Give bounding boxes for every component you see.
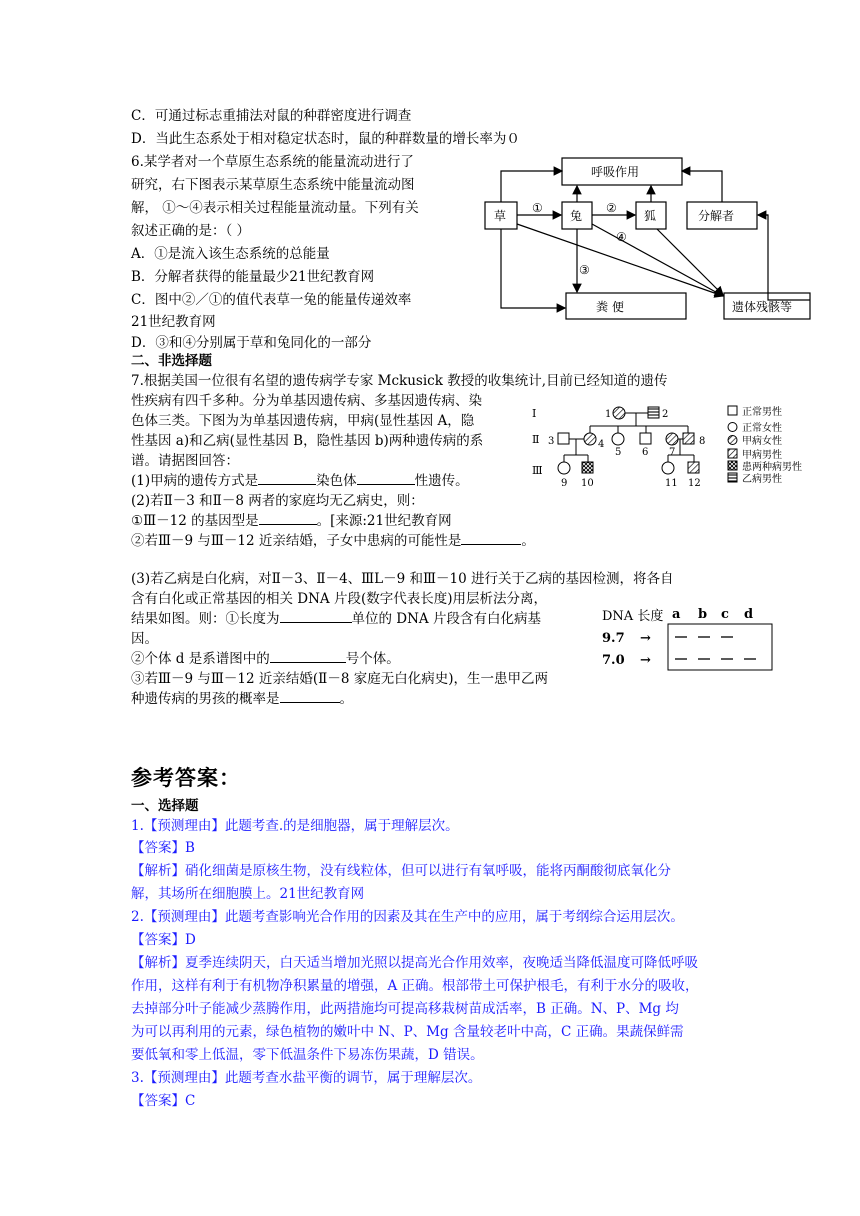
a1-explain-line1: 【解析】硝化细菌是原核生物，没有线粒体，但可以进行有氧呼吸，能将丙酮酸彻底氧化分 <box>131 863 671 879</box>
q7-subq2: (2)若Ⅱ－3 和Ⅱ－8 两者的家庭均无乙病史，则： <box>131 493 424 509</box>
respiration-label: 呼吸作用 <box>591 165 640 179</box>
q6-option-c-cont: 21世纪教育网 <box>131 314 216 330</box>
individual-12 <box>688 462 699 473</box>
a2-reason-label: 2.【预测理由】 <box>131 909 225 925</box>
a2-reason-text: 此题考查影响光合作用的因素及其在生产中的应用，属于考纲综合运用层次。 <box>224 909 684 925</box>
q7-subq3-line7-part2: 。 <box>339 691 353 707</box>
q7-subq3-line7 <box>131 690 353 708</box>
q7-line2: 性疾病有四千多种。分为单基因遗传病、多基因遗传病、染 <box>131 393 482 409</box>
flow-1-label: ① <box>532 201 543 215</box>
generation-3-label: Ⅲ <box>532 464 543 477</box>
individual-7 <box>666 433 678 445</box>
a2-answer: 【答案】D <box>131 932 196 948</box>
id-12: 12 <box>688 478 701 489</box>
arrow-7-0: → <box>640 653 651 668</box>
a2-reason <box>131 908 684 926</box>
q7-subq3-line6: ③若Ⅲ－9 与Ⅲ－12 近亲结婚(Ⅱ－8 家庭无白化病史)，生一患甲乙两 <box>131 671 548 687</box>
a3-reason-label: 3.【预测理由】 <box>131 1070 225 1086</box>
legend-normal-female-symbol <box>728 423 737 432</box>
id-5: 5 <box>615 447 622 458</box>
q7-blank-6[interactable] <box>270 650 346 663</box>
individual-3 <box>558 433 569 444</box>
a1-explain-line2: 解，其场所在细胞膜上。21世纪教育网 <box>131 886 365 902</box>
q7-blank-2[interactable] <box>357 472 415 485</box>
dna-gel-result <box>598 604 778 674</box>
legend-b-male-symbol <box>728 473 737 482</box>
q7-blank-7[interactable] <box>280 690 340 703</box>
q7-line3: 色体三类。下图为为单基因遗传病，甲病(显性基因 A，隐 <box>131 413 475 429</box>
q7-subq3-line3 <box>131 610 541 628</box>
q7-line5: 谱。请据图回答： <box>131 453 239 469</box>
remains-label: 遗体残骸等 <box>732 300 793 314</box>
legend-both-male: 患两种病男性 <box>742 462 802 473</box>
q7-subq3-line2: 含有白化或正常基因的相关 DNA 片段(数字代表长度)用层析法分离， <box>131 591 548 607</box>
q7-subq3-line3-part2: 单位的 DNA 片段含有白化病基 <box>351 611 541 627</box>
q7-subq2a <box>131 512 452 530</box>
legend-a-male: 甲病男性 <box>742 450 782 461</box>
lane-d: d <box>744 607 754 622</box>
q7-subq2a-part1: ①Ⅲ－12 的基因型是 <box>131 513 259 529</box>
legend-normal-male: 正常男性 <box>742 407 782 418</box>
id-8: 8 <box>699 436 706 447</box>
decomposer-label: 分解者 <box>698 209 735 223</box>
q6-stem-line3: 解， ①～④表示相关过程能量流动量。下列有关 <box>131 200 419 216</box>
id-9: 9 <box>561 478 568 489</box>
a3-answer: 【答案】C <box>131 1093 196 1109</box>
q6-option-d: D．③和④分别属于草和兔同化的一部分 <box>131 335 372 351</box>
id-11: 11 <box>665 478 678 489</box>
flow-2-label: ② <box>606 201 617 215</box>
flow-3-label: ③ <box>579 263 590 277</box>
a1-reason-label: 1.【预测理由】 <box>131 818 225 834</box>
individual-6 <box>640 433 651 444</box>
individual-9 <box>558 462 570 474</box>
individual-2 <box>648 407 659 418</box>
energy-flow-diagram <box>470 150 820 325</box>
q7-subq1-part1: (1)甲病的遗传方式是 <box>131 473 259 489</box>
section-nonchoice-heading: 二、非选择题 <box>131 353 212 369</box>
a2-explain-line1: 【解析】夏季连续阴天，白天适当增加光照以提高光合作用效率，夜晚适当降低温度可降低呼吸 <box>131 955 698 971</box>
band-row-9-7-label: 9.7 <box>602 631 625 646</box>
a3-reason-text: 此题考查水盐平衡的调节，属于理解层次。 <box>224 1070 482 1086</box>
q5-option-d: D．当此生态系处于相对稳定状态时，鼠的种群数量的增长率为０ <box>131 131 520 147</box>
q7-subq1-part3: 性遗传。 <box>414 473 469 489</box>
lane-a: a <box>672 607 681 622</box>
individual-4 <box>584 433 596 445</box>
fox-label: 狐 <box>644 209 657 223</box>
q6-stem-line2: 研究，右下图表示某草原生态系统中能量流动图 <box>131 177 415 193</box>
dna-length-label: DNA 长度 <box>602 609 664 624</box>
q7-subq3-line1: (3)若乙病是白化病，对Ⅱ－3、Ⅱ－4、ⅢL－9 和Ⅲ－10 进行关于乙病的基因检测，将各自 <box>131 571 674 587</box>
pedigree-chart <box>528 402 823 492</box>
id-1: 1 <box>605 409 612 420</box>
grass-label: 草 <box>494 209 507 223</box>
a1-reason <box>131 817 459 835</box>
q7-blank-1[interactable] <box>258 472 316 485</box>
q7-subq3-line7-part1: 种遗传病的男孩的概率是 <box>131 691 280 707</box>
generation-2-label: Ⅱ <box>532 433 540 446</box>
q7-subq2b <box>131 532 535 550</box>
q7-blank-4[interactable] <box>461 532 521 545</box>
q7-subq2b-part1: ②若Ⅲ－9 与Ⅲ－12 近亲结婚，子女中患病的可能性是 <box>131 533 462 549</box>
q7-subq3-line5-part2: 号个体。 <box>345 651 400 667</box>
q7-subq3-line5-part1: ②个体 d 是系谱图中的 <box>131 651 270 667</box>
rabbit-label: 兔 <box>570 209 583 223</box>
q6-stem-line1: 6.某学者对一个草原生态系统的能量流动进行了 <box>131 154 414 170</box>
legend-both-male-symbol <box>728 461 737 470</box>
q6-stem-line4: 叙述正确的是：（ ） <box>131 223 251 239</box>
a1-answer: 【答案】B <box>131 840 195 856</box>
q7-blank-3[interactable] <box>259 512 317 525</box>
q7-blank-5[interactable] <box>280 610 352 623</box>
legend-normal-male-symbol <box>728 406 737 415</box>
q7-subq2a-part2: 。[来源:21世纪教育网 <box>316 513 452 529</box>
q5-option-c: C．可通过标志重捕法对鼠的种群密度进行调查 <box>131 108 412 124</box>
id-7: 7 <box>669 447 676 458</box>
id-10: 10 <box>581 478 594 489</box>
band-row-7-0-label: 7.0 <box>602 653 625 668</box>
q7-subq1 <box>131 472 469 490</box>
q7-line4: 性基因 a)和乙病(显性基因 B，隐性基因 b)两种遗传病的系 <box>131 433 484 449</box>
a2-explain-line3: 去掉部分叶子能减少蒸腾作用，此两措施均可提高移栽树苗成活率，B 正确。N、P、Mg 均 <box>131 1001 679 1017</box>
feces-label: 粪 便 <box>596 300 624 314</box>
a2-explain-line5: 要低氧和零上低温，零下低温条件下易冻伤果蔬，D 错误。 <box>131 1047 484 1063</box>
a3-reason <box>131 1069 481 1087</box>
q7-subq3-line5 <box>131 650 400 668</box>
legend-a-female: 甲病女性 <box>742 436 782 447</box>
gel-frame <box>668 624 772 670</box>
legend-a-male-symbol <box>728 449 737 458</box>
individual-10 <box>582 462 593 473</box>
individual-11 <box>662 462 674 474</box>
q7-subq2b-part2: 。 <box>521 533 535 549</box>
q6-option-c: C．图中②／①的值代表草一兔的能量传递效率 <box>131 292 412 308</box>
individual-5 <box>612 433 624 445</box>
q7-line1: 7.根据美国一位很有名望的遗传病学专家 Mckusick 教授的收集统计,目前已经知道的遗传 <box>131 373 668 389</box>
individual-8 <box>683 433 694 444</box>
arrow-9-7: → <box>640 631 651 646</box>
q7-subq3-line4: 因。 <box>131 631 158 647</box>
a2-explain-line2: 作用，这样有利于有机物净积累量的增强，A 正确。根部带土可保护根毛，有利于水分的吸收， <box>131 978 699 994</box>
feces-box <box>566 293 686 319</box>
q7-subq1-part2: 染色体 <box>316 473 357 489</box>
lane-c: c <box>721 607 729 622</box>
legend-a-female-symbol <box>728 436 737 445</box>
generation-1-label: Ⅰ <box>532 407 537 420</box>
a2-explain-line4: 为可以再利用的元素，绿色植物的嫩叶中 N、P、Mg 含量较老叶中高，C 正确。果蔬保鲜需 <box>131 1024 684 1040</box>
legend-b-male: 乙病男性 <box>742 474 782 485</box>
flow-4-label: ④ <box>616 230 627 244</box>
id-3: 3 <box>548 436 555 447</box>
q6-option-b: B．分解者获得的能量最少21世纪教育网 <box>131 269 375 285</box>
answers-title: 参考答案： <box>131 765 241 790</box>
id-4: 4 <box>598 439 605 450</box>
individual-1 <box>613 407 625 419</box>
q7-subq3-line3-part1: 结果如图。则：①长度为 <box>131 611 280 627</box>
id-6: 6 <box>642 447 649 458</box>
a1-reason-text: 此题考查.的是细胞器，属于理解层次。 <box>224 818 459 834</box>
id-2: 2 <box>662 409 669 420</box>
answers-section1: 一、选择题 <box>131 798 199 814</box>
q6-option-a: A．①是流入该生态系统的总能量 <box>131 246 330 262</box>
lane-b: b <box>698 607 708 622</box>
legend-normal-female: 正常女性 <box>742 423 782 434</box>
